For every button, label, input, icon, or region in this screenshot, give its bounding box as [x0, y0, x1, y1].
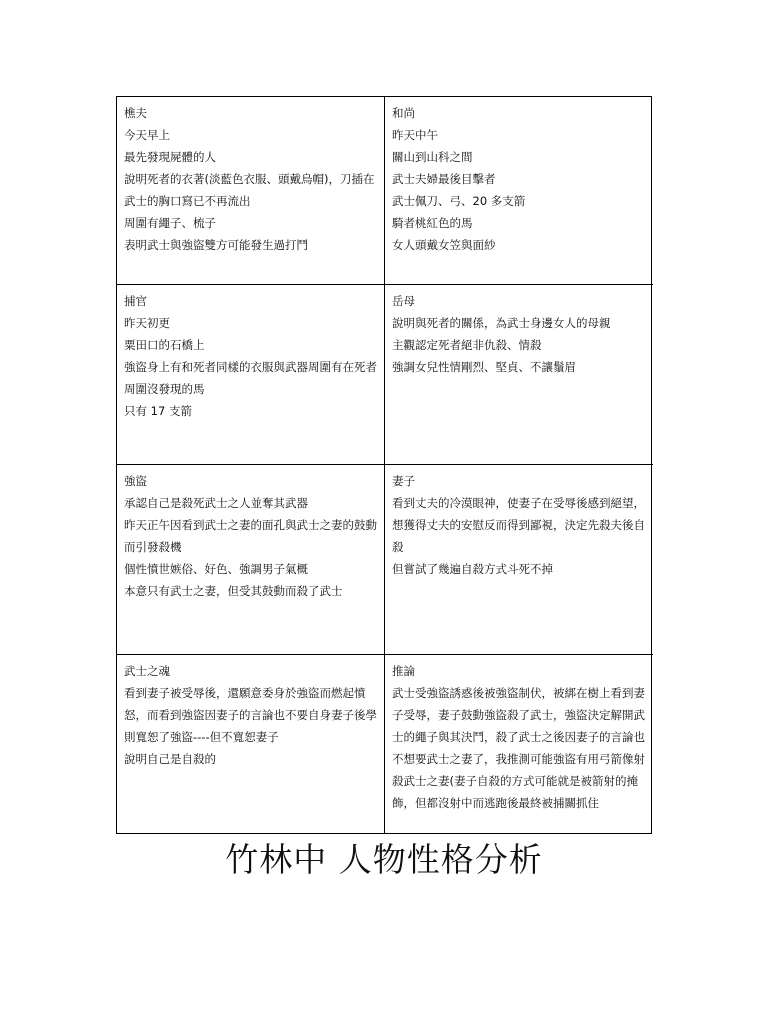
- cell-line: 說明自己是自殺的: [124, 752, 216, 766]
- cell-line: 說明與死者的關係，為武士身邊女人的母親: [392, 316, 611, 330]
- cell-inference: [385, 655, 653, 833]
- cell-monk: [385, 97, 653, 285]
- cell-line: 周圍有繩子、梳子: [124, 216, 216, 230]
- page-title: 竹林中 人物性格分析: [225, 840, 543, 879]
- cell-line: 但嘗試了幾遍自殺方式斗死不掉: [392, 562, 553, 576]
- cell-line: 本意只有武士之妻，但受其鼓動而殺了武士: [124, 584, 343, 598]
- cell-line: 騎者桃紅色的馬: [392, 216, 473, 230]
- cell-wife: [385, 465, 653, 655]
- cell-line: 看到妻子被受辱後，還願意委身於強盜而燃起憤怒，而看到強盜因妻子的言論也不要自身妻子後學則寬恕了強盜----但不寬恕妻子: [124, 686, 377, 744]
- cell-heading: 武士之魂: [124, 664, 170, 678]
- cell-samurai-spirit: [117, 655, 385, 833]
- cell-bandit: [117, 465, 385, 655]
- cell-mother-in-law: [385, 285, 653, 465]
- cell-line: 看到丈夫的冷漠眼神，使妻子在受辱後感到絕望，想獲得丈夫的安慰反而得到鄙視，決定先殺夫後自殺: [392, 496, 645, 554]
- cell-line: 說明死者的衣著(淡藍色衣服、頭戴烏帽)，刀插在武士的胸口寫已不再流出: [124, 172, 375, 208]
- cell-heading: 和尚: [392, 106, 415, 120]
- cell-heading: 強盜: [124, 474, 147, 488]
- cell-line: 只有 17 支箭: [124, 404, 192, 418]
- cell-line: 最先發現屍體的人: [124, 150, 216, 164]
- cell-heading: 樵夫: [124, 106, 147, 120]
- cell-line: 表明武士與強盜雙方可能發生過打鬥: [124, 238, 308, 252]
- cell-line: 粟田口的石橋上: [124, 338, 205, 352]
- cell-heading: 妻子: [392, 474, 415, 488]
- cell-line: 武士夫婦最後目擊者: [392, 172, 496, 186]
- cell-line: 承認自己是殺死武士之人並奪其武器: [124, 496, 308, 510]
- cell-heading: 捕官: [124, 294, 147, 308]
- cell-line: 昨天初更: [124, 316, 170, 330]
- cell-woodcutter: [117, 97, 385, 285]
- cell-heading: 推論: [392, 664, 415, 678]
- cell-line: 強調女兒性情剛烈、堅貞、不讓鬚眉: [392, 360, 576, 374]
- cell-line: 關山到山科之間: [392, 150, 473, 164]
- cell-line: 強盜身上有和死者同樣的衣服與武器周圍有在死者周圍沒發現的馬: [124, 360, 377, 396]
- character-analysis-table: [116, 96, 652, 834]
- cell-line: 武士受強盜誘惑後被強盜制伏，被綁在樹上看到妻子受辱，妻子鼓動強盜殺了武士，強盜決定解開武士的繩子與其決鬥，殺了武士之後因妻子的言論也不想要武士之妻了，我推測可能強盜有用弓箭像射殺武士之妻(妻子自殺的方式可能就是被箭射的掩飾，但都沒射中而逃跑後最終被捕關抓住: [392, 686, 645, 810]
- cell-line: 今天早上: [124, 128, 170, 142]
- cell-line: 主觀認定死者絕非仇殺、情殺: [392, 338, 542, 352]
- cell-line: 昨天中午: [392, 128, 438, 142]
- cell-line: 女人頭戴女笠與面紗: [392, 238, 496, 252]
- cell-line: 昨天正午因看到武士之妻的面孔與武士之妻的鼓動而引發殺機: [124, 518, 377, 554]
- cell-heading: 岳母: [392, 294, 415, 308]
- cell-constable: [117, 285, 385, 465]
- cell-line: 個性憤世嫉俗、好色、強調男子氣概: [124, 562, 308, 576]
- cell-line: 武士佩刀、弓、20 多支箭: [392, 194, 526, 208]
